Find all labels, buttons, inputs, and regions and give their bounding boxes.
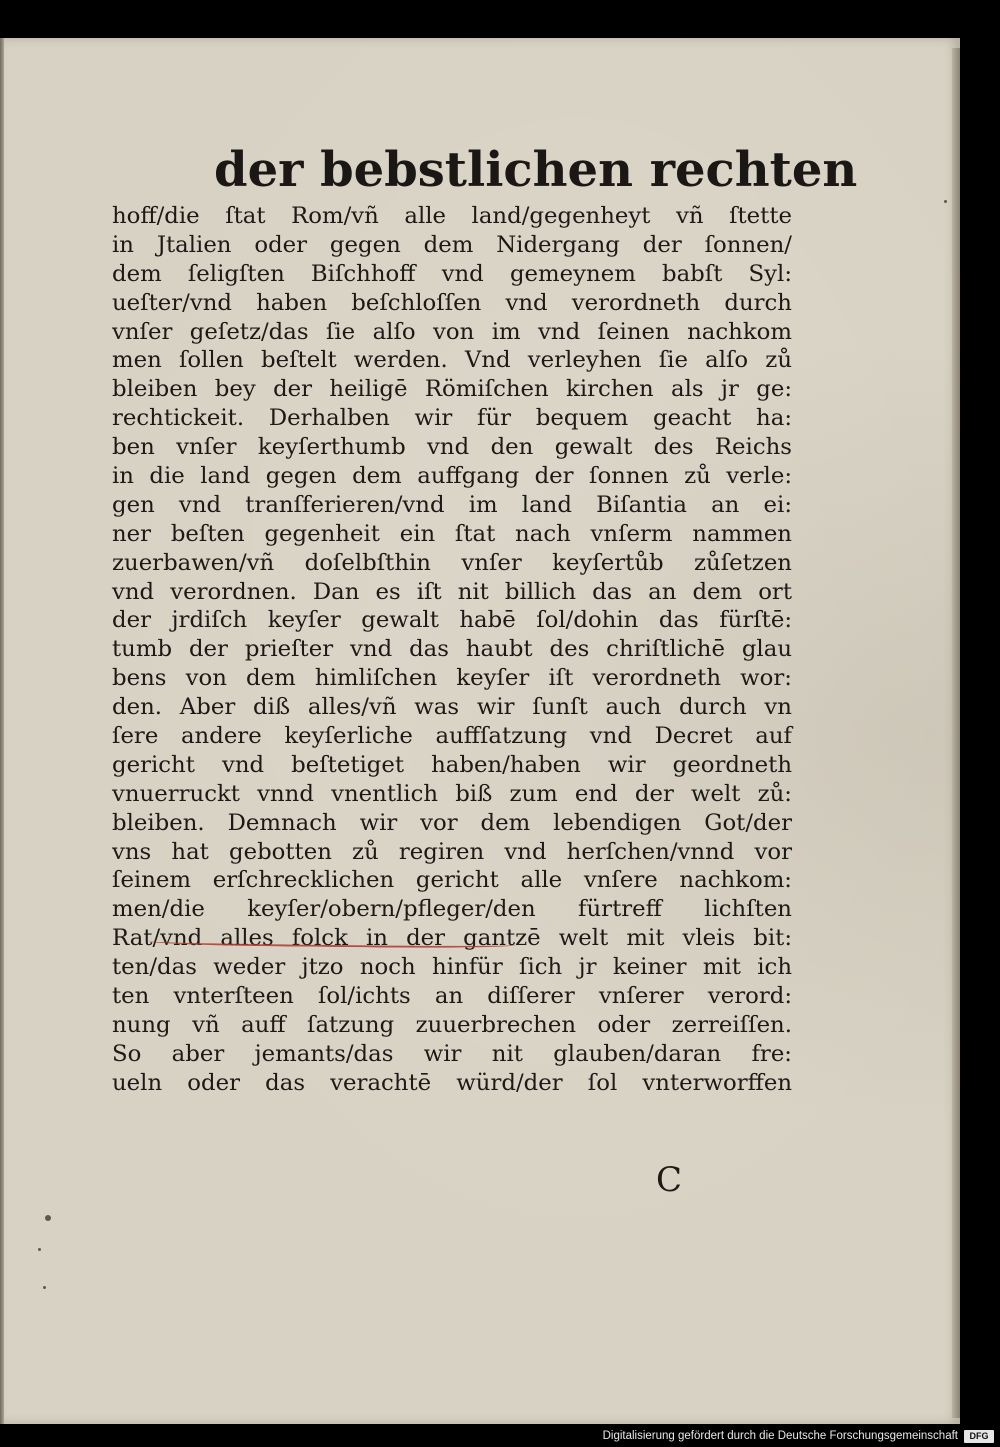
text-line: ſeinem erſchrecklichen gericht alle vnſere nachkom: <box>112 867 792 894</box>
text-line: vnſer geſetz/das ſie alſo von im vnd ſeinen nachkom <box>112 318 792 345</box>
dfg-logo: DFG <box>964 1430 994 1443</box>
ink-speck <box>38 1248 41 1251</box>
text-line: nung vñ auff ſatzung zuuerbrechen oder zerreiſſen. <box>112 1011 792 1038</box>
text-line: ueln oder das verachtē würd/der ſol vnterworffen <box>112 1069 792 1096</box>
text-line: vns hat gebotten zů regiren vnd herſchen/vnnd vor <box>112 838 792 865</box>
text-line: Rat/vnd alles folck in der gantzē welt mit vleis bit: <box>112 925 792 952</box>
text-line: in Jtalien oder gegen dem Nidergang der ſonnen/ <box>112 231 792 258</box>
text-line: bens von dem himliſchen keyſer iſt verordneth wor: <box>112 665 792 692</box>
text-line: ten vnterſteen ſol/ichts an diſſerer vnſerer verord: <box>112 983 792 1010</box>
text-line: men ſollen beſtelt werden. Vnd verleyhen ſie alſo zů <box>112 347 792 374</box>
text-line: in die land gegen dem auffgang der ſonnen zů verle: <box>112 463 792 490</box>
body-text <box>112 202 792 1098</box>
text-line: gericht vnd beſtetiget haben/haben wir geordneth <box>112 751 792 778</box>
text-line: hoff/die ſtat Rom/vñ alle land/gegenheyt vñ ſtette <box>112 203 792 229</box>
text-line: tumb der prieſter vnd das haubt des chriſtlichē glau <box>112 636 792 663</box>
text-line: bleiben bey der heiligē Römiſchen kirchen als jr ge: <box>112 376 792 403</box>
text-line: ueſter/vnd haben beſchloſſen vnd verordneth durch <box>112 289 792 316</box>
text-line: bleiben. Demnach wir vor dem lebendigen Got/der <box>112 809 792 836</box>
text-line: zuerbawen/vñ doſelbſthin vnſer keyſertůb zůſetzen <box>112 549 792 576</box>
ink-speck <box>43 1286 46 1289</box>
running-head: der bebstlichen rechten <box>214 142 858 198</box>
text-line: ben vnſer keyſerthumb vnd den gewalt des Reichs <box>112 434 792 461</box>
credit-text: Digitalisierung gefördert durch die Deutsche Forschungsgemeinschaft <box>602 1430 958 1442</box>
page-fore-edge <box>952 48 960 1418</box>
signature-mark: C <box>656 1160 683 1200</box>
text-line: ſere andere keyſerliche auffſatzung vnd Decret auf <box>112 723 792 750</box>
text-line: So aber jemants/das wir nit glauben/daran fre: <box>112 1040 792 1067</box>
text-line: ner beſten gegenheit ein ſtat nach vnſerm nammen <box>112 520 792 547</box>
text-line: der jrdiſch keyſer gewalt habē ſol/dohin das fürſtē: <box>112 607 792 634</box>
digitization-credit <box>584 1425 1000 1447</box>
text-line: vnd verordnen. Dan es iſt nit billich das an dem ort <box>112 578 792 605</box>
text-line: gen vnd tranſferieren/vnd im land Biſantia an ei: <box>112 491 792 518</box>
text-line: den. Aber diß alles/vñ was wir ſunſt auch durch vn <box>112 694 792 721</box>
text-line: rechtickeit. Derhalben wir für bequem geacht ha: <box>112 405 792 432</box>
text-line: ten/das weder jtzo noch hinfür ſich jr keiner mit ich <box>112 954 792 981</box>
ink-speck <box>944 200 947 203</box>
text-line: men/die keyſer/obern/pfleger/den fürtreff lichſten <box>112 896 792 923</box>
ink-speck <box>45 1215 51 1221</box>
text-line: dem ſeligſten Biſchhoff vnd gemeynem babſt Syl: <box>112 260 792 287</box>
text-line: vnuerruckt vnnd vnentlich biß zum end der welt zů: <box>112 780 792 807</box>
